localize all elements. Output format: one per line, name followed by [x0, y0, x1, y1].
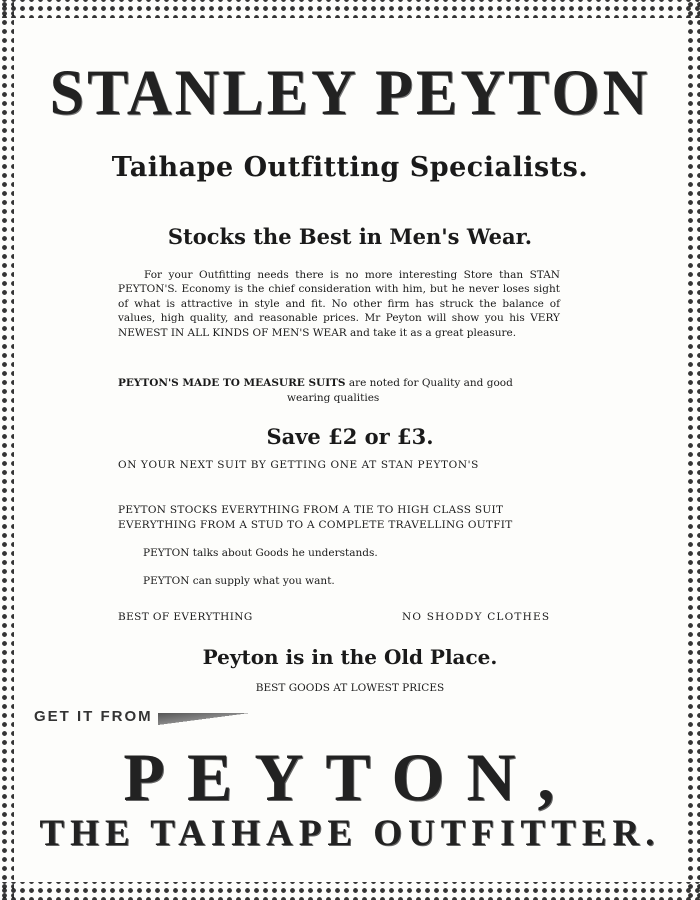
ornamental-border-bottom	[0, 882, 700, 900]
old-place-heading: Peyton is in the Old Place.	[202, 645, 498, 669]
save-heading: Save £2 or £3.	[266, 424, 434, 449]
body-paragraph-text: For your Outfitting needs there is no more interesting Store than STAN PEYTON'S. Economy is the chief consideration with him, but he never loses sight of what is attractive in style and fit. No other firm has struck the balance of values, high quality, and reasonable prices. Mr Peyton will show you his VERY NEWEST IN ALL KINDS OF MEN'S WEAR and take it as a great pleasure.	[118, 269, 560, 339]
subtitle: Taihape Outfitting Specialists.	[111, 152, 589, 183]
no-shoddy-line: NO SHODDY CLOTHES	[402, 611, 551, 623]
get-it-from: GET IT FROM	[34, 708, 153, 725]
talks-line: PEYTON talks about Goods he understands.	[143, 547, 378, 559]
supply-line: PEYTON can supply what you want.	[143, 575, 335, 587]
headline: STANLEY PEYTON	[49, 57, 651, 129]
pointing-hand-icon	[158, 713, 250, 725]
peyton-name: PEYTON,	[123, 739, 577, 815]
suits-line-1	[118, 377, 513, 389]
best-goods-line: BEST GOODS AT LOWEST PRICES	[255, 682, 445, 694]
outfitter-title: THE TAIHAPE OUTFITTER.	[39, 813, 661, 854]
suits-line-2: wearing qualities	[287, 392, 380, 404]
stocks-line-1: PEYTON STOCKS EVERYTHING FROM A TIE TO HIGH CLASS SUIT	[118, 504, 504, 516]
suits-bold: PEYTON'S MADE TO MEASURE SUITS	[118, 377, 346, 389]
body-paragraph	[118, 268, 560, 340]
best-everything-line: BEST OF EVERYTHING	[118, 611, 253, 623]
suits-rest: are noted for Quality and good	[348, 377, 513, 389]
tagline: Stocks the Best in Men's Wear.	[167, 224, 533, 249]
ornamental-border-top	[0, 0, 700, 18]
next-suit-line: ON YOUR NEXT SUIT BY GETTING ONE AT STAN PEYTON'S	[118, 459, 479, 471]
stocks-line-2: EVERYTHING FROM A STUD TO A COMPLETE TRAVELLING OUTFIT	[118, 519, 513, 531]
